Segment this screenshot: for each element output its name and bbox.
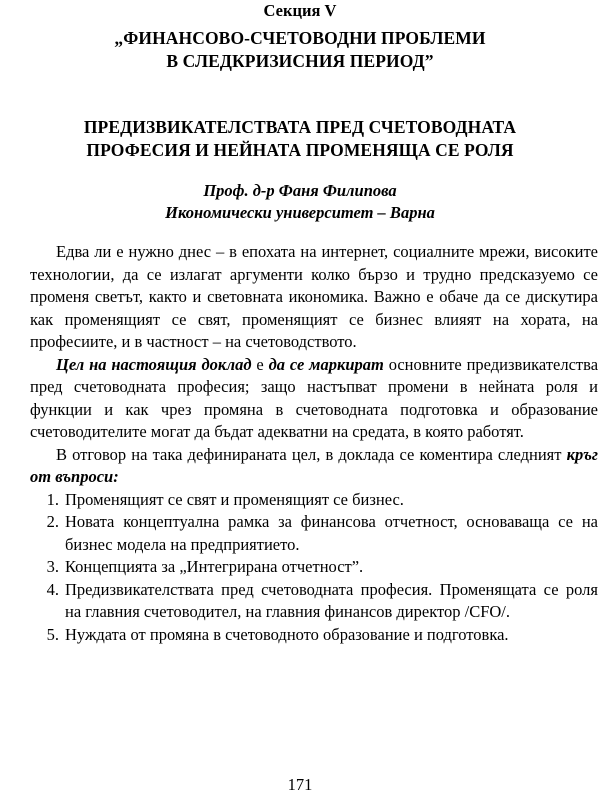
list-item-text: Концепцията за „Интегрирана отчетност”. bbox=[65, 557, 364, 576]
body-text bbox=[30, 241, 598, 646]
list-item-number: 4. bbox=[46, 579, 59, 599]
aim-emphasis: Цел на настоящия доклад bbox=[56, 354, 252, 374]
questions-lead-emphasis: кръг от въпроси: bbox=[30, 444, 598, 486]
aim-connector: е bbox=[251, 354, 269, 374]
paragraph-questions-lead bbox=[30, 444, 598, 489]
list-item bbox=[30, 489, 598, 512]
list-item-number: 3. bbox=[46, 557, 59, 576]
paper-title bbox=[0, 116, 600, 162]
list-item bbox=[30, 511, 598, 556]
list-item-text: Новата концептуална рамка за финансова отчетност, основаваща се на бизнес модела на предприятието. bbox=[65, 512, 598, 554]
author-name: Проф. д-р Фаня Филипова bbox=[203, 181, 397, 200]
paper-title-line: ПРОФЕСИЯ И НЕЙНАТА ПРОМЕНЯЩА СЕ РОЛЯ bbox=[86, 140, 514, 160]
section-title-line: „ФИНАНСОВО-СЧЕТОВОДНИ ПРОБЛЕМИ bbox=[114, 28, 486, 48]
list-item-text: Нуждата от промяна в счетоводното образование и подготовка. bbox=[65, 624, 509, 644]
questions-lead-text: В отговор на така дефинираната цел, в доклада се коментира следният bbox=[56, 444, 567, 464]
list-item bbox=[30, 624, 598, 647]
aim-text: основните предизвикателства пред счетоводната професия; защо настъпват промени в нейната роля и функции и как чрез промяна в счетоводната подготовка и образование счетоводителите могат да бъдат адекватни на средата, в която работят. bbox=[30, 354, 599, 441]
list-item-number: 1. bbox=[46, 489, 59, 509]
paragraph-intro: Едва ли е нужно днес – в епохата на интернет, социалните мрежи, високите технологии, да се излагат аргументи колко бързо и трудно предсказуемо се променя светът, както и световната икономика. Важно е обаче да се дискутира как променящият се свят, променящият се бизнес влияят на хората, на професиите, и в частност – на счетоводството. bbox=[30, 242, 598, 351]
aim-emphasis-verb: да се маркират bbox=[268, 354, 384, 374]
paragraph-aim bbox=[30, 354, 598, 444]
list-item-text: Променящият се свят и променящият се бизнес. bbox=[65, 489, 404, 509]
questions-list bbox=[30, 489, 598, 647]
list-item-number: 5. bbox=[46, 624, 59, 644]
section-title-line: В СЛЕДКРИЗИСНИЯ ПЕРИОД” bbox=[166, 51, 434, 71]
list-item-text: Предизвикателствата пред счетоводната професия. Променящата се роля на главния счетоводител, на главния финансов директор /CFO/. bbox=[65, 579, 598, 621]
list-item-number: 2. bbox=[46, 512, 59, 531]
list-item bbox=[30, 579, 598, 624]
page-number: 171 bbox=[287, 775, 313, 794]
paper-title-line: ПРЕДИЗВИКАТЕЛСТВАТА ПРЕД СЧЕТОВОДНАТА bbox=[83, 117, 517, 137]
author-affiliation: Икономически университет – Варна bbox=[165, 203, 435, 222]
section-title bbox=[0, 27, 600, 73]
section-label: Секция V bbox=[263, 1, 337, 20]
list-item bbox=[30, 556, 598, 579]
